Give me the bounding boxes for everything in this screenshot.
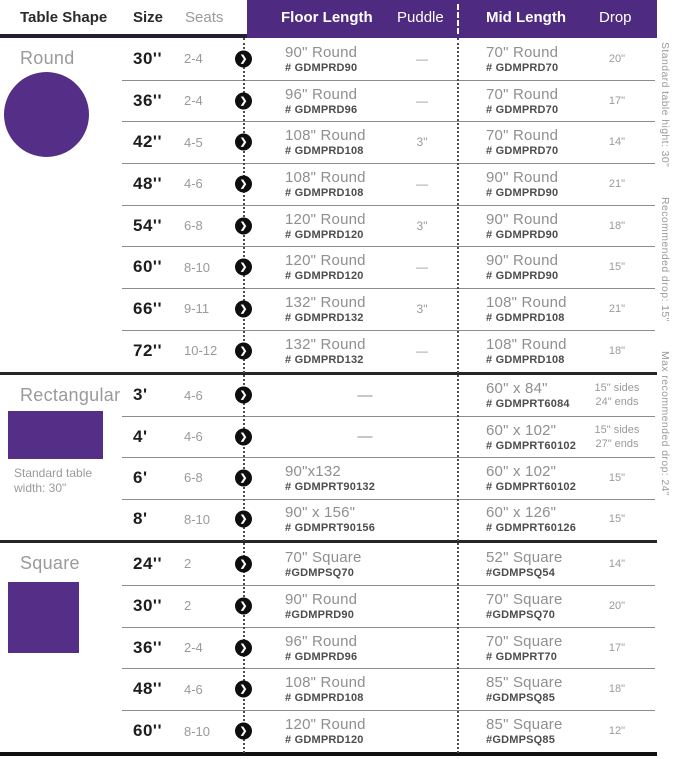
mid-length-value: 70" Round bbox=[486, 85, 559, 103]
dotted-divider-puddle-mid bbox=[457, 38, 459, 753]
shape-label: Round bbox=[20, 48, 75, 68]
mid-length-value: 52" Square bbox=[486, 548, 563, 566]
floor-length-code: #GDMPSQ70 bbox=[285, 566, 355, 579]
column-header-puddle: Puddle bbox=[397, 9, 444, 26]
seats-value: 4-6 bbox=[184, 429, 203, 445]
mid-length-code: # GDMPRD90 bbox=[486, 270, 559, 283]
puddle-value bbox=[387, 457, 457, 498]
puddle-value: — bbox=[416, 260, 428, 275]
size-value: 48'' bbox=[133, 173, 162, 193]
seats-value: 4-6 bbox=[184, 176, 203, 192]
chevron-right-icon: ❯ bbox=[235, 387, 252, 404]
drop-value-line2: 24" ends bbox=[595, 396, 639, 409]
drop-cell bbox=[581, 288, 653, 330]
shape-section bbox=[0, 543, 657, 752]
chevron-right-icon: ❯ bbox=[235, 469, 252, 486]
shape-icon bbox=[8, 582, 79, 653]
shape-column bbox=[0, 38, 122, 372]
floor-length-value: 108" Round bbox=[285, 168, 366, 186]
chevron-right-icon: ❯ bbox=[235, 92, 252, 109]
mid-length-code: #GDMPSQ70 bbox=[486, 608, 556, 621]
puddle-value: 3" bbox=[416, 218, 428, 233]
size-value: 3' bbox=[133, 385, 148, 405]
mid-length-value: 85" Square bbox=[486, 716, 563, 734]
size-value: 66'' bbox=[133, 298, 162, 318]
size-value: 60'' bbox=[133, 257, 162, 277]
drop-cell bbox=[581, 543, 653, 585]
mid-length-value: 70" Square bbox=[486, 632, 563, 650]
mid-length-value: 90" Round bbox=[486, 210, 559, 228]
floor-length-code: # GDMPRD90 bbox=[285, 61, 358, 74]
side-note-vertical-text bbox=[659, 42, 671, 756]
size-value: 36'' bbox=[133, 637, 162, 657]
shape-section bbox=[0, 38, 657, 375]
seats-value: 2-4 bbox=[184, 51, 203, 67]
drop-value: 21" bbox=[608, 302, 626, 315]
seats-value: 8-10 bbox=[184, 259, 211, 275]
puddle-value: — bbox=[416, 51, 428, 66]
floor-length-code: # GDMPRD96 bbox=[285, 650, 358, 663]
drop-cell bbox=[581, 668, 653, 710]
floor-length-value: 120" Round bbox=[285, 210, 366, 228]
drop-value: 12" bbox=[608, 725, 626, 738]
floor-length-code: # GDMPRD132 bbox=[285, 311, 364, 324]
mid-length-code: # GDMPRT60126 bbox=[486, 522, 577, 535]
puddle-value: — bbox=[416, 343, 428, 358]
drop-cell bbox=[581, 499, 653, 540]
chevron-right-icon: ❯ bbox=[235, 597, 252, 614]
chevron-right-icon: ❯ bbox=[235, 217, 252, 234]
drop-value: 18" bbox=[608, 219, 626, 232]
chevron-right-icon: ❯ bbox=[235, 511, 252, 528]
drop-value: 15" sides bbox=[594, 423, 640, 436]
puddle-value bbox=[387, 499, 457, 540]
mid-length-code: #GDMPSQ85 bbox=[486, 734, 556, 747]
chevron-right-icon: ❯ bbox=[235, 259, 252, 276]
mid-length-value: 85" Square bbox=[486, 674, 563, 692]
drop-value-line2: 27" ends bbox=[595, 437, 639, 450]
side-note-max-drop: Max recommended drop: 24" bbox=[659, 350, 671, 496]
chevron-right-icon: ❯ bbox=[235, 555, 252, 572]
mid-length-code: # GDMPRT60102 bbox=[486, 480, 577, 493]
mid-length-value: 90" Round bbox=[486, 168, 559, 186]
drop-cell bbox=[581, 330, 653, 372]
floor-length-value: 70" Square bbox=[285, 548, 362, 566]
shape-label: Rectangular bbox=[20, 384, 121, 405]
mid-length-code: #GDMPSQ85 bbox=[486, 692, 556, 705]
header-dashed-divider bbox=[457, 4, 459, 34]
seats-value: 8-10 bbox=[184, 723, 211, 739]
drop-cell bbox=[581, 121, 653, 163]
drop-value: 17" bbox=[608, 641, 626, 654]
size-value: 54'' bbox=[133, 215, 162, 235]
chevron-right-icon: ❯ bbox=[235, 428, 252, 445]
floor-length-dash: — bbox=[357, 386, 373, 404]
puddle-value bbox=[387, 375, 457, 416]
drop-value: 14" bbox=[608, 557, 626, 570]
puddle-value bbox=[387, 585, 457, 627]
floor-length-value: 120" Round bbox=[285, 716, 366, 734]
chevron-right-icon: ❯ bbox=[235, 681, 252, 698]
floor-length-value: 90" Round bbox=[285, 590, 358, 608]
floor-length-code: # GDMPRD108 bbox=[285, 692, 364, 705]
mid-length-value: 70" Square bbox=[486, 590, 563, 608]
puddle-value bbox=[387, 416, 457, 457]
seats-value: 9-11 bbox=[184, 301, 210, 317]
drop-cell bbox=[581, 457, 653, 498]
shape-column bbox=[0, 543, 122, 752]
floor-length-code: # GDMPRD120 bbox=[285, 228, 364, 241]
shape-icon bbox=[4, 72, 89, 157]
size-value: 6' bbox=[133, 467, 148, 487]
chevron-right-icon: ❯ bbox=[235, 175, 252, 192]
floor-length-code: # GDMPRD120 bbox=[285, 270, 364, 283]
floor-length-value: 90" Round bbox=[285, 43, 358, 61]
mid-length-value: 60" x 126" bbox=[486, 504, 557, 522]
floor-length-code: # GDMPRT90132 bbox=[285, 480, 376, 493]
seats-value: 4-5 bbox=[184, 134, 203, 150]
size-value: 30'' bbox=[133, 595, 162, 615]
mid-length-code: # GDMPRD108 bbox=[486, 311, 565, 324]
drop-value: 14" bbox=[608, 136, 626, 149]
drop-cell bbox=[581, 80, 653, 122]
floor-length-code: # GDMPRD96 bbox=[285, 103, 358, 116]
floor-length-value: 132" Round bbox=[285, 335, 366, 353]
mid-length-code: # GDMPRD70 bbox=[486, 145, 559, 158]
mid-length-code: # GDMPRT70 bbox=[486, 650, 558, 663]
shape-section bbox=[0, 375, 657, 544]
floor-length-value: 108" Round bbox=[285, 674, 366, 692]
floor-length-value: 90" x 156" bbox=[285, 504, 356, 522]
drop-cell bbox=[581, 163, 653, 205]
drop-cell bbox=[581, 375, 653, 416]
mid-length-code: # GDMPRD108 bbox=[486, 353, 565, 366]
drop-cell bbox=[581, 205, 653, 247]
floor-length-code: #GDMPRD90 bbox=[285, 608, 355, 621]
drop-value: 15" sides bbox=[594, 382, 640, 395]
mid-length-code: # GDMPRD70 bbox=[486, 103, 559, 116]
shape-icon bbox=[8, 411, 103, 459]
chevron-right-icon: ❯ bbox=[235, 50, 252, 67]
puddle-value bbox=[387, 627, 457, 669]
chevron-right-icon: ❯ bbox=[235, 300, 252, 317]
mid-length-value: 60" x 102" bbox=[486, 462, 557, 480]
floor-length-value: 108" Round bbox=[285, 127, 366, 145]
floor-length-value: 90"x132 bbox=[285, 462, 341, 480]
floor-length-code: # GDMPRT90156 bbox=[285, 522, 376, 535]
size-value: 42'' bbox=[133, 132, 162, 152]
seats-value: 4-6 bbox=[184, 681, 203, 697]
size-value: 36'' bbox=[133, 90, 162, 110]
mid-length-code: # GDMPRD90 bbox=[486, 186, 559, 199]
floor-length-dash: — bbox=[357, 428, 373, 446]
chevron-right-icon: ❯ bbox=[235, 342, 252, 359]
floor-length-value: 96" Round bbox=[285, 85, 358, 103]
drop-value: 18" bbox=[608, 344, 626, 357]
drop-cell bbox=[581, 627, 653, 669]
puddle-value: 3" bbox=[416, 135, 428, 150]
seats-value: 10-12 bbox=[184, 343, 218, 359]
puddle-value bbox=[387, 668, 457, 710]
drop-cell bbox=[581, 585, 653, 627]
mid-length-value: 70" Round bbox=[486, 43, 559, 61]
floor-length-code: # GDMPRD108 bbox=[285, 145, 364, 158]
seats-value: 4-6 bbox=[184, 387, 203, 403]
puddle-value bbox=[387, 543, 457, 585]
floor-length-code: # GDMPRD132 bbox=[285, 353, 364, 366]
drop-cell bbox=[581, 38, 653, 80]
mid-length-value: 60" x 102" bbox=[486, 421, 557, 439]
seats-value: 2-4 bbox=[184, 93, 203, 109]
mid-length-code: #GDMPSQ54 bbox=[486, 566, 556, 579]
shape-label: Square bbox=[20, 553, 80, 574]
seats-value: 8-10 bbox=[184, 511, 211, 527]
chevron-right-icon: ❯ bbox=[235, 134, 252, 151]
floor-length-value: 120" Round bbox=[285, 252, 366, 270]
seats-value: 2-4 bbox=[184, 640, 203, 656]
seats-value: 2 bbox=[184, 556, 192, 572]
side-note-standard-height: Standard table hight: 30" bbox=[659, 42, 671, 168]
shape-column bbox=[0, 375, 122, 541]
chevron-right-icon: ❯ bbox=[235, 639, 252, 656]
column-header-floor-length: Floor Length bbox=[281, 9, 373, 26]
column-header-seats: Seats bbox=[185, 9, 224, 26]
drop-value: 20" bbox=[608, 52, 626, 65]
drop-value: 15" bbox=[608, 513, 626, 526]
seats-value: 6-8 bbox=[184, 470, 203, 486]
drop-value: 17" bbox=[608, 94, 626, 107]
mid-length-value: 108" Round bbox=[486, 335, 567, 353]
puddle-value: — bbox=[416, 93, 428, 108]
size-value: 4' bbox=[133, 426, 148, 446]
puddle-value: — bbox=[416, 176, 428, 191]
mid-length-code: # GDMPRD70 bbox=[486, 61, 559, 74]
column-header-mid-length: Mid Length bbox=[486, 9, 566, 26]
column-header-drop: Drop bbox=[599, 9, 632, 26]
column-header-table-shape: Table Shape bbox=[20, 9, 108, 26]
floor-length-code: # GDMPRD120 bbox=[285, 734, 364, 747]
drop-value: 15" bbox=[608, 471, 626, 484]
drop-cell bbox=[581, 246, 653, 288]
seats-value: 2 bbox=[184, 598, 192, 614]
column-header-size: Size bbox=[133, 9, 164, 26]
mid-length-value: 90" Round bbox=[486, 252, 559, 270]
drop-value: 15" bbox=[608, 261, 626, 274]
floor-length-value: 132" Round bbox=[285, 293, 366, 311]
drop-value: 18" bbox=[608, 683, 626, 696]
size-value: 72'' bbox=[133, 340, 162, 360]
size-value: 60'' bbox=[133, 721, 162, 741]
mid-length-value: 60" x 84" bbox=[486, 380, 548, 398]
puddle-value: 3" bbox=[416, 301, 428, 316]
table-sections bbox=[0, 38, 657, 752]
size-value: 48'' bbox=[133, 679, 162, 699]
mid-length-code: # GDMPRT60102 bbox=[486, 439, 577, 452]
side-note-recommended-drop: Recommended drop: 15" bbox=[659, 196, 671, 322]
mid-length-value: 108" Round bbox=[486, 293, 567, 311]
shape-note: Standard table width: 30" bbox=[14, 465, 93, 495]
size-value: 24'' bbox=[133, 553, 162, 573]
mid-length-code: # GDMPRD90 bbox=[486, 228, 559, 241]
size-value: 8' bbox=[133, 509, 148, 529]
chevron-right-icon: ❯ bbox=[235, 723, 252, 740]
size-value: 30'' bbox=[133, 48, 162, 68]
drop-cell bbox=[581, 416, 653, 457]
floor-length-value: 96" Round bbox=[285, 632, 358, 650]
drop-cell bbox=[581, 710, 653, 752]
mid-length-code: # GDMPRT6084 bbox=[486, 398, 570, 411]
mid-length-value: 70" Round bbox=[486, 127, 559, 145]
puddle-value bbox=[387, 710, 457, 752]
table-bottom-border bbox=[0, 752, 657, 756]
drop-value: 20" bbox=[608, 599, 626, 612]
drop-value: 21" bbox=[608, 177, 626, 190]
seats-value: 6-8 bbox=[184, 218, 203, 234]
floor-length-code: # GDMPRD108 bbox=[285, 186, 364, 199]
table-header bbox=[0, 0, 657, 38]
